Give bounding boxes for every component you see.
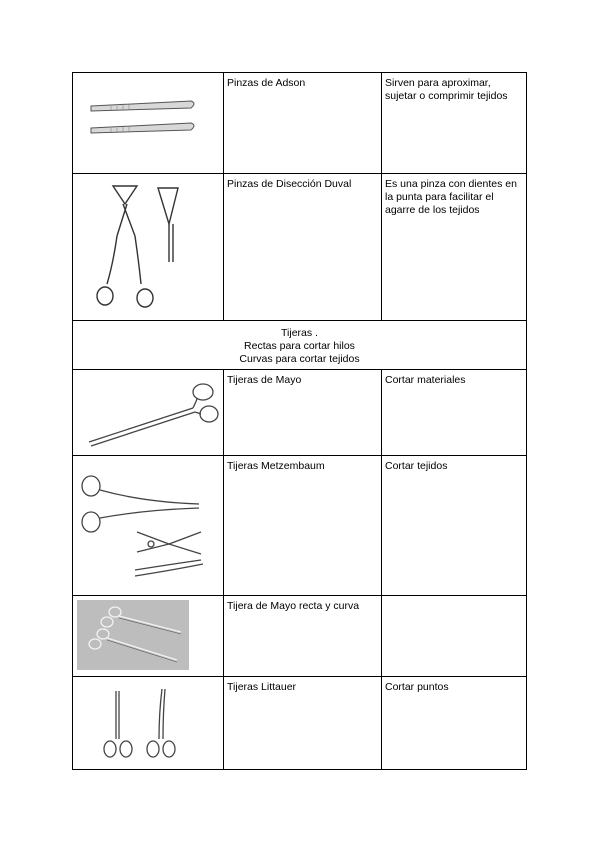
section-title: Tijeras . <box>281 327 318 339</box>
instrument-description <box>382 596 527 677</box>
instruments-table <box>72 72 527 770</box>
table-row <box>73 456 527 596</box>
table-row <box>73 596 527 677</box>
instrument-name: Tijera de Mayo recta y curva <box>224 596 382 677</box>
section-heading <box>73 321 527 370</box>
instrument-name: Pinzas de Adson <box>224 73 382 174</box>
table-row <box>73 73 527 174</box>
instrument-description: Es una pinza con dientes en la punta para facilitar el agarre de los tejidos <box>382 174 527 321</box>
instrument-name: Tijeras Metzembaum <box>224 456 382 596</box>
instrument-description: Sirven para aproximar, sujetar o comprimir tejidos <box>382 73 527 174</box>
image-cell <box>73 73 224 174</box>
instrument-name: Pinzas de Disección Duval <box>224 174 382 321</box>
duval-forceps-icon <box>73 174 223 320</box>
section-line-curved: Curvas para cortar tejidos <box>239 353 360 365</box>
instrument-description: Cortar puntos <box>382 677 527 770</box>
image-cell <box>73 596 224 677</box>
mayo-scissors-icon <box>73 370 223 455</box>
image-cell <box>73 174 224 321</box>
instrument-name: Tijeras de Mayo <box>224 370 382 456</box>
instrument-description: Cortar tejidos <box>382 456 527 596</box>
adson-forceps-icon <box>73 73 223 173</box>
table-row <box>73 370 527 456</box>
table-row <box>73 677 527 770</box>
metzenbaum-scissors-icon <box>73 456 223 595</box>
image-cell <box>73 456 224 596</box>
instrument-name: Tijeras Littauer <box>224 677 382 770</box>
image-cell <box>73 370 224 456</box>
mayo-straight-curved-photo <box>73 596 223 676</box>
section-line-straight: Rectas para cortar hilos <box>244 340 355 352</box>
littauer-scissors-icon <box>73 677 223 769</box>
section-row <box>73 321 527 370</box>
image-cell <box>73 677 224 770</box>
instrument-description: Cortar materiales <box>382 370 527 456</box>
table-row <box>73 174 527 321</box>
